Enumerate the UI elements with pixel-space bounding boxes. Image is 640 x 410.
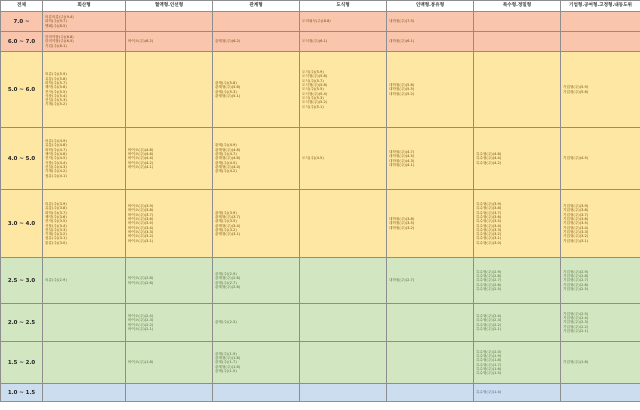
band-cell-col-3 xyxy=(213,304,300,342)
cell-entry: 관계(주)(2.7) xyxy=(215,280,237,285)
cell-entry: 기업형(주)(2.1) xyxy=(563,328,589,333)
cell-entry: 관계(주)(4.7) xyxy=(215,152,237,157)
band-cell-col-6 xyxy=(474,190,561,258)
band-cell-col-2 xyxy=(126,304,213,342)
band-row xyxy=(1,304,640,342)
cell-entry: 기업형(주)(3.2) xyxy=(563,234,589,239)
cell-entry: 도식(주)(4.5) xyxy=(302,156,324,161)
cell-entry: 기업형(주)(2.2) xyxy=(563,324,589,329)
band-cell-col-3 xyxy=(213,12,300,32)
band-cell-col-2 xyxy=(126,190,213,258)
band-cell-col-1 xyxy=(43,342,126,384)
header-col-1: 회산형 xyxy=(43,1,126,12)
cell-entry: 대학원(주)(7.5) xyxy=(389,19,415,24)
cell-entry: 특수형(주)(1.5) xyxy=(476,371,502,376)
band-cell-col-7 xyxy=(561,128,640,190)
cell-entry: 기업형(주)(2.3) xyxy=(563,320,589,325)
cell-entry: 바이오(주)(3.7) xyxy=(128,212,154,217)
cell-entry: 대학원(주)(4.3) xyxy=(389,158,415,163)
band-cell-col-2 xyxy=(126,12,213,32)
band-cell-col-7 xyxy=(561,32,640,52)
band-cell-col-6 xyxy=(474,342,561,384)
cell-entry: 특수형(주)(2.6) xyxy=(476,282,502,287)
cell-entry: 전자(주)(5.5) xyxy=(45,89,67,94)
cell-entry: 전자(주)(3.5) xyxy=(45,219,67,224)
cell-entry: 기업형(주)(2.5) xyxy=(563,286,589,291)
cell-entry: 대학원(주)(4.5) xyxy=(389,154,415,159)
band-range: 6.0 ~ 7.0 xyxy=(1,32,43,52)
cell-entry: 바이오(주)(2.3) xyxy=(128,318,154,323)
cell-entry: 유통(주)(3.8) xyxy=(45,206,67,211)
band-cell-col-6 xyxy=(474,384,561,402)
cell-entry: 바이오(주)(3.4) xyxy=(128,225,154,230)
band-cell-col-2 xyxy=(126,52,213,128)
cell-entry: 관계형(주)(3.1) xyxy=(215,232,241,237)
header-col-5: 인맥형.봉유형 xyxy=(387,1,474,12)
cell-entry: 건설(주)(5.3) xyxy=(45,98,67,103)
cell-entry: 관계형(주)(4.8) xyxy=(215,147,241,152)
cell-entry: 식품(주)(5.4) xyxy=(45,93,67,98)
cell-entry: 기계(주)(3.2) xyxy=(45,232,67,237)
cell-entry: 관계(주)(1.7) xyxy=(215,360,237,365)
cell-entry: 관계형(주)(5.6) xyxy=(215,85,241,90)
cell-entry: 특수형(주)(2.8) xyxy=(476,274,502,279)
cell-entry: 특수형(주)(3.9) xyxy=(476,202,502,207)
cell-entry: 특수형(주)(2.2) xyxy=(476,322,502,327)
cell-entry: 특수형(주)(2.1) xyxy=(476,326,502,331)
cell-entry: 의류(주)(5.9) xyxy=(45,72,67,77)
cell-entry: 기업형(주)(2.8) xyxy=(563,274,589,279)
cell-entry: 특수형(주)(3.7) xyxy=(476,210,502,215)
cell-entry: 건설(주)(3.3) xyxy=(45,227,67,232)
cell-entry: 특수형(주)(1.7) xyxy=(476,362,502,367)
band-cell-col-5 xyxy=(387,12,474,32)
band-cell-col-6 xyxy=(474,304,561,342)
cell-entry: 특수형(주)(1.6) xyxy=(476,366,502,371)
band-cell-col-2 xyxy=(126,384,213,402)
cell-entry: 전자(주)(4.5) xyxy=(45,156,67,161)
cell-entry: 섬유(주)(4.1) xyxy=(45,173,67,178)
cell-entry: 관계(주)(5.3) xyxy=(215,89,237,94)
band-cell-col-7 xyxy=(561,52,640,128)
cell-entry: 기업형(주)(2.6) xyxy=(563,282,589,287)
band-range: 3.0 ~ 4.0 xyxy=(1,190,43,258)
cell-entry: 관계(주)(4.9) xyxy=(215,143,237,148)
cell-entry: 제약(주)(5.6) xyxy=(45,85,67,90)
band-cell-col-1 xyxy=(43,258,126,304)
cell-entry: 관계형(주)(2.8) xyxy=(215,276,241,281)
header-col-6: 특수형.정밀형 xyxy=(474,1,561,12)
cell-entry: 바이오(주)(3.6) xyxy=(128,217,154,222)
band-cell-col-5 xyxy=(387,190,474,258)
cell-entry: 기계(주)(5.2) xyxy=(45,102,67,107)
cell-entry: 기업(주)(6.1) xyxy=(45,43,67,48)
cell-entry: 바이오(주)(4.1) xyxy=(128,164,154,169)
band-range: 2.5 ~ 3.0 xyxy=(1,258,43,304)
cell-entry: 한미약품(주)(6.8) xyxy=(45,35,74,40)
cell-entry: 관계(주)(1.9) xyxy=(215,351,237,356)
cell-entry: 관계형(주)(4.6) xyxy=(215,156,241,161)
cell-entry: 특수형(주)(4.2) xyxy=(476,160,502,165)
band-cell-col-3 xyxy=(213,128,300,190)
cell-entry: 바이오(주)(6.2) xyxy=(128,39,154,44)
cell-entry: 도식형(주)(5.2) xyxy=(302,100,328,105)
band-range: 7.0 ~ xyxy=(1,12,43,32)
band-cell-col-7 xyxy=(561,342,640,384)
cell-entry: 물류(주)(3.0) xyxy=(45,240,67,245)
cell-entry: 기업형(주)(2.7) xyxy=(563,278,589,283)
band-cell-col-3 xyxy=(213,384,300,402)
cell-entry: 대학원(주)(3.2) xyxy=(389,225,415,230)
cell-entry: 대학원(주)(2.7) xyxy=(389,278,415,283)
cell-entry: 기업형(주)(4.5) xyxy=(563,156,589,161)
cell-entry: 기업형(주)(5.6) xyxy=(563,89,589,94)
header-row xyxy=(1,1,640,12)
band-cell-col-4 xyxy=(300,342,387,384)
cell-entry: 기업형(주)(2.4) xyxy=(563,316,589,321)
cell-entry: 관계형(주)(6.2) xyxy=(215,39,241,44)
cell-entry: 기업형(주)(3.3) xyxy=(563,229,589,234)
header-range: 전체 xyxy=(1,1,43,12)
cell-entry: 특수형(주)(2.5) xyxy=(476,286,502,291)
cell-entry: 특수형(주)(3.8) xyxy=(476,206,502,211)
cell-entry: 특수형(주)(3.4) xyxy=(476,223,502,228)
cell-entry: 관계형(주)(4.4) xyxy=(215,164,241,169)
cell-entry: 기업형(주)(3.7) xyxy=(563,212,589,217)
band-row xyxy=(1,12,640,32)
cell-entry: 바이오(주)(1.8) xyxy=(128,360,154,365)
band-cell-col-3 xyxy=(213,342,300,384)
cell-entry: 특수형(주)(3.6) xyxy=(476,214,502,219)
cell-entry: 특수형(주)(1.4) xyxy=(476,390,502,395)
cell-entry: 도식(주)(5.9) xyxy=(302,70,324,75)
band-cell-col-2 xyxy=(126,128,213,190)
cell-entry: 유통(주)(5.8) xyxy=(45,76,67,81)
cell-entry: 바이오(주)(3.1) xyxy=(128,238,154,243)
cell-entry: 대학원(주)(6.1) xyxy=(389,39,415,44)
band-cell-col-4 xyxy=(300,304,387,342)
cell-entry: 관계형(주)(3.7) xyxy=(215,214,241,219)
cell-entry: 관계(주)(1.5) xyxy=(215,368,237,373)
cell-entry: 관계(주)(3.5) xyxy=(215,219,237,224)
band-cell-col-6 xyxy=(474,32,561,52)
cell-entry: 식품(주)(3.4) xyxy=(45,223,67,228)
cell-entry: 바이오(주)(3.8) xyxy=(128,208,154,213)
band-cell-col-4 xyxy=(300,12,387,32)
cell-entry: 특수형(주)(2.4) xyxy=(476,313,502,318)
cell-entry: 특수형(주)(2.9) xyxy=(476,269,502,274)
band-cell-col-6 xyxy=(474,12,561,32)
band-range: 5.0 ~ 6.0 xyxy=(1,52,43,128)
cell-entry: 한미약품(주)(6.5) xyxy=(45,39,74,44)
cell-entry: 기업형(주)(3.5) xyxy=(563,221,589,226)
cell-entry: 대학원(주)(3.5) xyxy=(389,221,415,226)
cell-entry: 도미필사(주)(8.8) xyxy=(302,19,331,24)
cell-entry: 특수형(주)(3.3) xyxy=(476,227,502,232)
band-range: 1.5 ~ 2.0 xyxy=(1,342,43,384)
band-cell-col-2 xyxy=(126,32,213,52)
band-cell-col-2 xyxy=(126,258,213,304)
cell-entry: 관계(주)(2.3) xyxy=(215,320,237,325)
band-cell-col-4 xyxy=(300,384,387,402)
band-range: 1.0 ~ 1.5 xyxy=(1,384,43,402)
cell-entry: 제약(주)(4.6) xyxy=(45,152,67,157)
band-cell-col-4 xyxy=(300,258,387,304)
cell-entry: 관계형(주)(1.6) xyxy=(215,364,241,369)
cell-entry: 관계(주)(2.9) xyxy=(215,271,237,276)
cell-entry: 관계(주)(5.8) xyxy=(215,80,237,85)
cell-entry: 기업형(주)(5.9) xyxy=(563,85,589,90)
cell-entry: 관계(주)(3.2) xyxy=(215,227,237,232)
band-cell-col-3 xyxy=(213,258,300,304)
band-row xyxy=(1,32,640,52)
cell-entry: 특수형(주)(4.4) xyxy=(476,156,502,161)
cell-entry: 특수형(주)(3.2) xyxy=(476,232,502,237)
band-cell-col-5 xyxy=(387,52,474,128)
cell-entry: 제약(주)(3.6) xyxy=(45,214,67,219)
cell-entry: 의류(주)(4.9) xyxy=(45,139,67,144)
cell-entry: 특수형(주)(2.0) xyxy=(476,349,502,354)
cell-entry: 의류의류(주)(9.4) xyxy=(45,15,74,20)
cell-entry: 화학(주)(9.7) xyxy=(45,19,67,24)
band-row xyxy=(1,258,640,304)
cell-entry: 도식(주)(5.1) xyxy=(302,104,324,109)
band-cell-col-6 xyxy=(474,258,561,304)
cell-entry: 대학원(주)(4.7) xyxy=(389,149,415,154)
band-cell-col-7 xyxy=(561,304,640,342)
table-body xyxy=(1,12,640,402)
cell-entry: 특수형(주)(2.3) xyxy=(476,318,502,323)
cell-entry: 기업형(주)(1.8) xyxy=(563,360,589,365)
cell-entry: 관계형(주)(2.6) xyxy=(215,284,241,289)
cell-entry: 바이오(주)(3.5) xyxy=(128,221,154,226)
cell-entry: 도식(주)(5.3) xyxy=(302,95,324,100)
band-cell-col-1 xyxy=(43,384,126,402)
cell-entry: 바이오(주)(3.9) xyxy=(128,204,154,209)
cell-entry: 도식형(주)(5.4) xyxy=(302,91,328,96)
cell-entry: 화학(주)(4.7) xyxy=(45,147,67,152)
band-cell-col-6 xyxy=(474,128,561,190)
band-cell-col-4 xyxy=(300,128,387,190)
band-cell-col-5 xyxy=(387,342,474,384)
cell-entry: 화학(주)(3.7) xyxy=(45,210,67,215)
cell-entry: 바이오(주)(4.2) xyxy=(128,160,154,165)
band-cell-col-4 xyxy=(300,52,387,128)
cell-entry: 기업형(주)(3.8) xyxy=(563,208,589,213)
cell-entry: 관계(주)(4.2) xyxy=(215,169,237,174)
header-col-7: 기업형.공여형.고정형.내동도위 xyxy=(561,1,640,12)
cell-entry: 관계(주)(3.9) xyxy=(215,210,237,215)
band-cell-col-1 xyxy=(43,190,126,258)
cell-entry: 바이오(주)(2.2) xyxy=(128,322,154,327)
band-cell-col-7 xyxy=(561,384,640,402)
cell-entry: 기업형(주)(2.5) xyxy=(563,311,589,316)
cell-entry: 식품(주)(4.4) xyxy=(45,160,67,165)
cell-entry: 특수형(주)(3.5) xyxy=(476,219,502,224)
band-cell-col-1 xyxy=(43,32,126,52)
cell-entry: 엔페(주)(8.5) xyxy=(45,23,67,28)
cell-entry: 대학원(주)(5.5) xyxy=(389,87,415,92)
cell-entry: 관계(주)(4.5) xyxy=(215,160,237,165)
band-row xyxy=(1,128,640,190)
cell-entry: 특수형(주)(1.9) xyxy=(476,353,502,358)
band-row xyxy=(1,384,640,402)
header-col-4: 도식형 xyxy=(300,1,387,12)
cell-entry: 건설(주)(4.3) xyxy=(45,164,67,169)
band-cell-col-3 xyxy=(213,52,300,128)
cell-entry: 바이오(주)(3.3) xyxy=(128,229,154,234)
band-cell-col-3 xyxy=(213,32,300,52)
band-cell-col-1 xyxy=(43,128,126,190)
cell-entry: 기업형(주)(3.4) xyxy=(563,225,589,230)
band-cell-col-5 xyxy=(387,384,474,402)
band-row xyxy=(1,52,640,128)
cell-entry: 바이오(주)(4.6) xyxy=(128,152,154,157)
band-cell-col-5 xyxy=(387,32,474,52)
cell-entry: 도식형(주)(5.8) xyxy=(302,74,328,79)
cell-entry: 화학(주)(5.7) xyxy=(45,80,67,85)
cell-entry: 바이오(주)(2.1) xyxy=(128,326,154,331)
header-col-3: 관계형 xyxy=(213,1,300,12)
cell-entry: 대학원(주)(3.8) xyxy=(389,217,415,222)
band-cell-col-1 xyxy=(43,52,126,128)
cell-entry: 도식형(주)(6.1) xyxy=(302,39,328,44)
cell-entry: 관계형(주)(1.8) xyxy=(215,356,241,361)
band-range: 2.0 ~ 2.5 xyxy=(1,304,43,342)
band-cell-col-5 xyxy=(387,258,474,304)
band-cell-col-7 xyxy=(561,258,640,304)
band-cell-col-2 xyxy=(126,342,213,384)
band-cell-col-7 xyxy=(561,190,640,258)
cell-entry: 기업형(주)(3.1) xyxy=(563,238,589,243)
cell-entry: 대학원(주)(5.8) xyxy=(389,83,415,88)
band-range: 4.0 ~ 5.0 xyxy=(1,128,43,190)
band-cell-col-5 xyxy=(387,128,474,190)
cell-entry: 관계형(주)(5.1) xyxy=(215,93,241,98)
cell-entry: 기업형(주)(2.9) xyxy=(563,269,589,274)
cell-entry: 바이오(주)(2.4) xyxy=(128,313,154,318)
cell-entry: 대학원(주)(5.2) xyxy=(389,91,415,96)
cell-entry: 대학원(주)(4.1) xyxy=(389,162,415,167)
band-cell-col-3 xyxy=(213,190,300,258)
cell-entry: 의류(주)(3.9) xyxy=(45,202,67,207)
cell-entry: 도식형(주)(5.6) xyxy=(302,83,328,88)
cell-entry: 도식(주)(5.5) xyxy=(302,87,324,92)
cell-entry: 바이오(주)(2.6) xyxy=(128,280,154,285)
cell-entry: 기계(주)(4.2) xyxy=(45,169,67,174)
cell-entry: 섬유(주)(3.1) xyxy=(45,236,67,241)
cell-entry: 도식(주)(5.7) xyxy=(302,78,324,83)
cell-entry: 바이오(주)(2.8) xyxy=(128,276,154,281)
band-cell-col-4 xyxy=(300,190,387,258)
cell-entry: 바이오(주)(4.4) xyxy=(128,156,154,161)
header-col-2: 혈액형.인선형 xyxy=(126,1,213,12)
cell-entry: 기업형(주)(3.9) xyxy=(563,204,589,209)
cell-entry: 특수형(주)(1.8) xyxy=(476,358,502,363)
cell-entry: 특수형(주)(3.1) xyxy=(476,236,502,241)
band-cell-col-1 xyxy=(43,12,126,32)
band-cell-col-7 xyxy=(561,12,640,32)
band-row xyxy=(1,190,640,258)
band-row xyxy=(1,342,640,384)
band-cell-col-1 xyxy=(43,304,126,342)
cell-entry: 특수형(주)(3.0) xyxy=(476,240,502,245)
cell-entry: 기업형(주)(3.6) xyxy=(563,217,589,222)
cell-entry: 특수형(주)(2.7) xyxy=(476,278,502,283)
cell-entry: 의류(주)(2.9) xyxy=(45,278,67,283)
band-cell-col-4 xyxy=(300,32,387,52)
cell-entry: 관계형(주)(3.4) xyxy=(215,223,241,228)
cell-entry: 유통(주)(4.8) xyxy=(45,143,67,148)
cell-entry: 바이오(주)(4.8) xyxy=(128,147,154,152)
band-cell-col-5 xyxy=(387,304,474,342)
band-cell-col-6 xyxy=(474,52,561,128)
cell-entry: 바이오(주)(3.2) xyxy=(128,234,154,239)
cell-entry: 특수형(주)(4.6) xyxy=(476,152,502,157)
